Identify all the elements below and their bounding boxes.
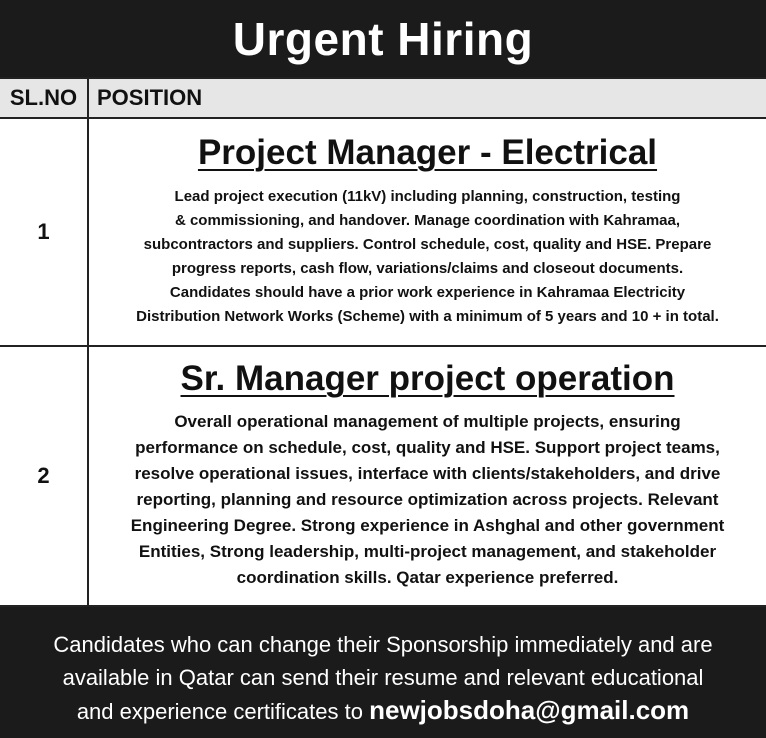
description-line: Candidates should have a prior work experience in Kahramaa Electricity (169, 284, 686, 301)
position-description (89, 409, 766, 591)
table-row (0, 346, 766, 606)
description-line: performance on schedule, cost, quality and HSE. Support project teams, (135, 438, 720, 457)
positions-table (0, 77, 766, 607)
position-title: Project Manager - Electrical (197, 133, 658, 172)
column-header-sl-no: SL.NO (0, 78, 88, 118)
position-cell (88, 118, 766, 346)
row-serial-number: 2 (0, 346, 88, 606)
poster-title: Urgent Hiring (0, 0, 766, 77)
description-line: Lead project execution (11kV) including planning, construction, testing (174, 188, 681, 205)
column-header-position: POSITION (88, 78, 766, 118)
description-line: Entities, Strong leadership, multi-project management, and stakeholder (138, 542, 717, 561)
description-line: Engineering Degree. Strong experience in Ashghal and other government (130, 516, 725, 535)
footer-line-prefix: and experience certificates to (76, 699, 363, 724)
description-line: progress reports, cash flow, variations/claims and closeout documents. (171, 260, 684, 277)
description-line: reporting, planning and resource optimization across projects. Relevant (136, 490, 719, 509)
application-instructions (0, 607, 766, 738)
description-line: Overall operational management of multiple projects, ensuring (174, 412, 681, 431)
description-line: resolve operational issues, interface with clients/stakeholders, and drive (134, 464, 721, 483)
table-header-row (0, 78, 766, 118)
footer-line: available in Qatar can send their resume and relevant educational (62, 665, 704, 690)
position-cell (88, 346, 766, 606)
position-title: Sr. Manager project operation (180, 359, 675, 398)
footer-line: Candidates who can change their Sponsorship immediately and are (53, 632, 713, 657)
table-row (0, 118, 766, 346)
description-line: & commissioning, and handover. Manage coordination with Kahramaa, (174, 212, 681, 229)
description-line: subcontractors and suppliers. Control schedule, cost, quality and HSE. Prepare (143, 236, 712, 253)
contact-email: newjobsdoha@gmail.com (369, 695, 690, 725)
footer-line (0, 694, 766, 728)
row-serial-number: 1 (0, 118, 88, 346)
description-line: Distribution Network Works (Scheme) with a minimum of 5 years and 10 + in total. (136, 308, 719, 325)
position-description (89, 185, 766, 329)
description-line: coordination skills. Qatar experience preferred. (236, 568, 619, 587)
